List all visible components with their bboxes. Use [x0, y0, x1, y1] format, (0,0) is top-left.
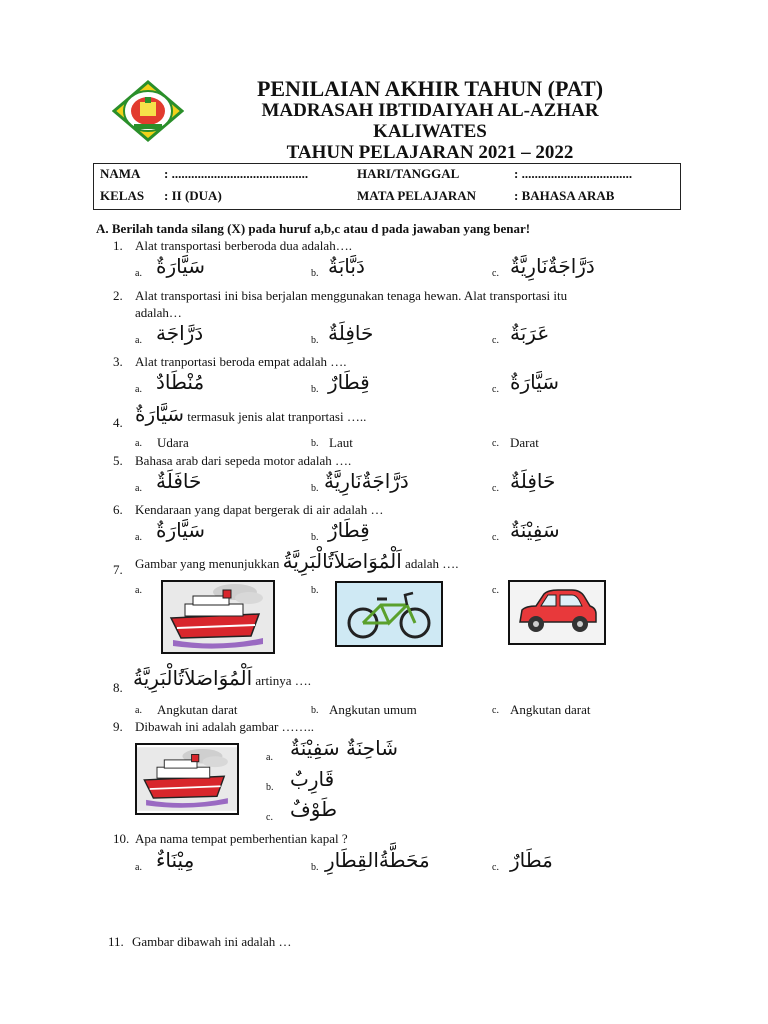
q9-option-c-letter[interactable]: c. — [266, 812, 273, 823]
q9-number: 9. — [113, 719, 123, 734]
q8-option-b[interactable]: Angkutan umum — [329, 702, 417, 717]
q1-option-c-letter[interactable]: c. — [492, 268, 499, 279]
q3-option-c[interactable]: سَيَّارَةٌ — [510, 370, 560, 394]
q5-number: 5. — [113, 453, 123, 468]
q4-option-c-letter[interactable]: c. — [492, 438, 499, 449]
q2-option-a[interactable]: دَرَّاجَة — [156, 321, 204, 345]
q7-option-b-bicycle-image[interactable] — [335, 581, 443, 647]
q7-number: 7. — [113, 562, 123, 577]
q9-text: Dibawah ini adalah gambar …….. — [135, 719, 315, 734]
q7-option-b-letter[interactable]: b. — [311, 585, 319, 596]
school-city: KALIWATES — [373, 121, 487, 142]
q5-option-a-letter[interactable]: a. — [135, 483, 142, 494]
q10-option-b-letter[interactable]: b. — [311, 862, 319, 873]
q9-option-a-letter[interactable]: a. — [266, 752, 273, 763]
q9-option-a[interactable]: شَاحِنَةٌ سَفِيْنَةٌ — [290, 736, 398, 760]
q5-text: Bahasa arab dari sepeda motor adalah …. — [135, 453, 352, 468]
q4-arabic-word: سَيَّارَةٌ — [135, 402, 185, 426]
q8-option-c-letter[interactable]: c. — [492, 705, 499, 716]
school-name: MADRASAH IBTIDAIYAH AL-AZHAR — [261, 100, 599, 121]
q1-option-a-letter[interactable]: a. — [135, 268, 142, 279]
q1-option-b[interactable]: دَبَّابَةٌ — [328, 254, 365, 278]
q10-option-c[interactable]: مَطَارٌ — [510, 848, 553, 872]
q2-option-a-letter[interactable]: a. — [135, 335, 142, 346]
q4-text-rest: termasuk jenis alat tranportasi ….. — [187, 409, 367, 424]
q5-option-c-letter[interactable]: c. — [492, 483, 499, 494]
subject-label: MATA PELAJARAN — [357, 188, 477, 203]
q10-number: 10. — [113, 831, 130, 846]
q3-text: Alat tranportasi beroda empat adalah …. — [135, 354, 347, 369]
q1-option-a[interactable]: سَيَّارَةٌ — [156, 254, 206, 278]
date-field[interactable]: : .................................. — [514, 166, 633, 181]
name-label: NAMA — [100, 166, 141, 181]
q2-option-b-letter[interactable]: b. — [311, 335, 319, 346]
q6-option-b-letter[interactable]: b. — [311, 532, 319, 543]
q6-number: 6. — [113, 502, 123, 517]
exam-title: PENILAIAN AKHIR TAHUN (PAT) — [256, 76, 604, 101]
q8-text — [133, 666, 311, 690]
q11-text: Gambar dibawah ini adalah … — [132, 934, 292, 949]
q7-option-c-letter[interactable]: c. — [492, 585, 499, 596]
q4-option-a-letter[interactable]: a. — [135, 438, 142, 449]
school-logo — [112, 80, 184, 142]
q10-option-a-letter[interactable]: a. — [135, 862, 142, 873]
q10-option-a[interactable]: مِيْنَاءٌ — [156, 848, 195, 872]
q8-option-a[interactable]: Angkutan darat — [157, 702, 238, 717]
class-label: KELAS — [100, 188, 145, 203]
q6-option-c[interactable]: سَفِيْنَةٌ — [510, 518, 560, 542]
q3-number: 3. — [113, 354, 123, 369]
q2-option-c-letter[interactable]: c. — [492, 335, 499, 346]
name-field[interactable]: : .......................................... — [164, 166, 309, 181]
q3-option-a[interactable]: مُنْطَادٌ — [156, 370, 205, 394]
class-value: : II (DUA) — [164, 188, 222, 203]
q3-option-b-letter[interactable]: b. — [311, 384, 319, 395]
q1-option-b-letter[interactable]: b. — [311, 268, 319, 279]
q11-number: 11. — [108, 934, 124, 949]
q6-option-c-letter[interactable]: c. — [492, 532, 499, 543]
q5-option-a[interactable]: حَافَلَةٌ — [156, 469, 202, 493]
q10-option-c-letter[interactable]: c. — [492, 862, 499, 873]
q6-option-a-letter[interactable]: a. — [135, 532, 142, 543]
q4-option-b-letter[interactable]: b. — [311, 438, 319, 449]
q5-option-b[interactable]: دَرَّاجَةٌنَارِيَّةٌ — [324, 469, 409, 493]
q3-option-a-letter[interactable]: a. — [135, 384, 142, 395]
q2-option-c[interactable]: عَرَبَةٌ — [510, 321, 550, 345]
q6-text: Kendaraan yang dapat bergerak di air adalah … — [135, 502, 384, 517]
q10-option-b[interactable]: مَحَطَّةُالقِطَارِ — [325, 848, 430, 872]
q7-option-a-letter[interactable]: a. — [135, 585, 142, 596]
instruction: A. Berilah tanda silang (X) pada huruf a,b,c atau d pada jawaban yang benar! — [96, 221, 531, 236]
q7-text — [135, 549, 458, 573]
q6-option-a[interactable]: سَيَّارَةٌ — [156, 518, 206, 542]
q6-option-b[interactable]: قِطَارٌ — [328, 518, 370, 542]
q8-option-b-letter[interactable]: b. — [311, 705, 319, 716]
date-label: HARI/TANGGAL — [357, 166, 460, 181]
q8-text-rest: artinya …. — [255, 673, 311, 688]
q4-option-a[interactable]: Udara — [157, 435, 189, 450]
q9-ship-image — [135, 743, 239, 815]
q4-number: 4. — [113, 415, 123, 430]
q8-arabic-phrase: اَلْمُوَاصَلاَتُالْبَرِيَّةُ — [133, 666, 253, 690]
q7-option-c-car-image[interactable] — [508, 580, 606, 645]
q9-option-b[interactable]: قَارِبٌ — [290, 767, 335, 791]
q4-option-c[interactable]: Darat — [510, 435, 539, 450]
q9-option-c[interactable]: طَوْفٌ — [290, 797, 337, 821]
q7-option-a-ship-image[interactable] — [161, 580, 275, 654]
q8-option-c[interactable]: Angkutan darat — [510, 702, 591, 717]
student-info-box — [93, 163, 681, 210]
q10-text: Apa nama tempat pemberhentian kapal ? — [135, 831, 348, 846]
q2-text-line2: adalah… — [135, 305, 182, 320]
q4-text — [135, 402, 366, 426]
q7-text-after: adalah …. — [405, 556, 459, 571]
academic-year: TAHUN PELAJARAN 2021 – 2022 — [286, 142, 574, 163]
q2-option-b[interactable]: حَافِلَةٌ — [328, 321, 374, 345]
q1-number: 1. — [113, 238, 123, 253]
q8-option-a-letter[interactable]: a. — [135, 705, 142, 716]
q1-text: Alat transportasi berberoda dua adalah…. — [135, 238, 352, 253]
q2-text-line1: Alat transportasi ini bisa berjalan menggunakan tenaga hewan. Alat transportasi itu — [135, 288, 568, 303]
q3-option-b[interactable]: قِطَارٌ — [328, 370, 370, 394]
q5-option-b-letter[interactable]: b. — [311, 483, 319, 494]
q5-option-c[interactable]: حَافِلَةٌ — [510, 469, 556, 493]
q4-option-b[interactable]: Laut — [329, 435, 353, 450]
q3-option-c-letter[interactable]: c. — [492, 384, 499, 395]
q8-number: 8. — [113, 680, 123, 695]
q7-text-before: Gambar yang menunjukkan — [135, 556, 280, 571]
q1-option-c[interactable]: دَرَّاجَةٌنَارِيَّةٌ — [510, 254, 595, 278]
subject-value: : BAHASA ARAB — [514, 188, 615, 203]
q9-option-b-letter[interactable]: b. — [266, 782, 274, 793]
q2-number: 2. — [113, 288, 123, 303]
q7-arabic-phrase: اَلْمُوَاصَلاَتُالْبَرِيَّةُ — [282, 549, 402, 573]
